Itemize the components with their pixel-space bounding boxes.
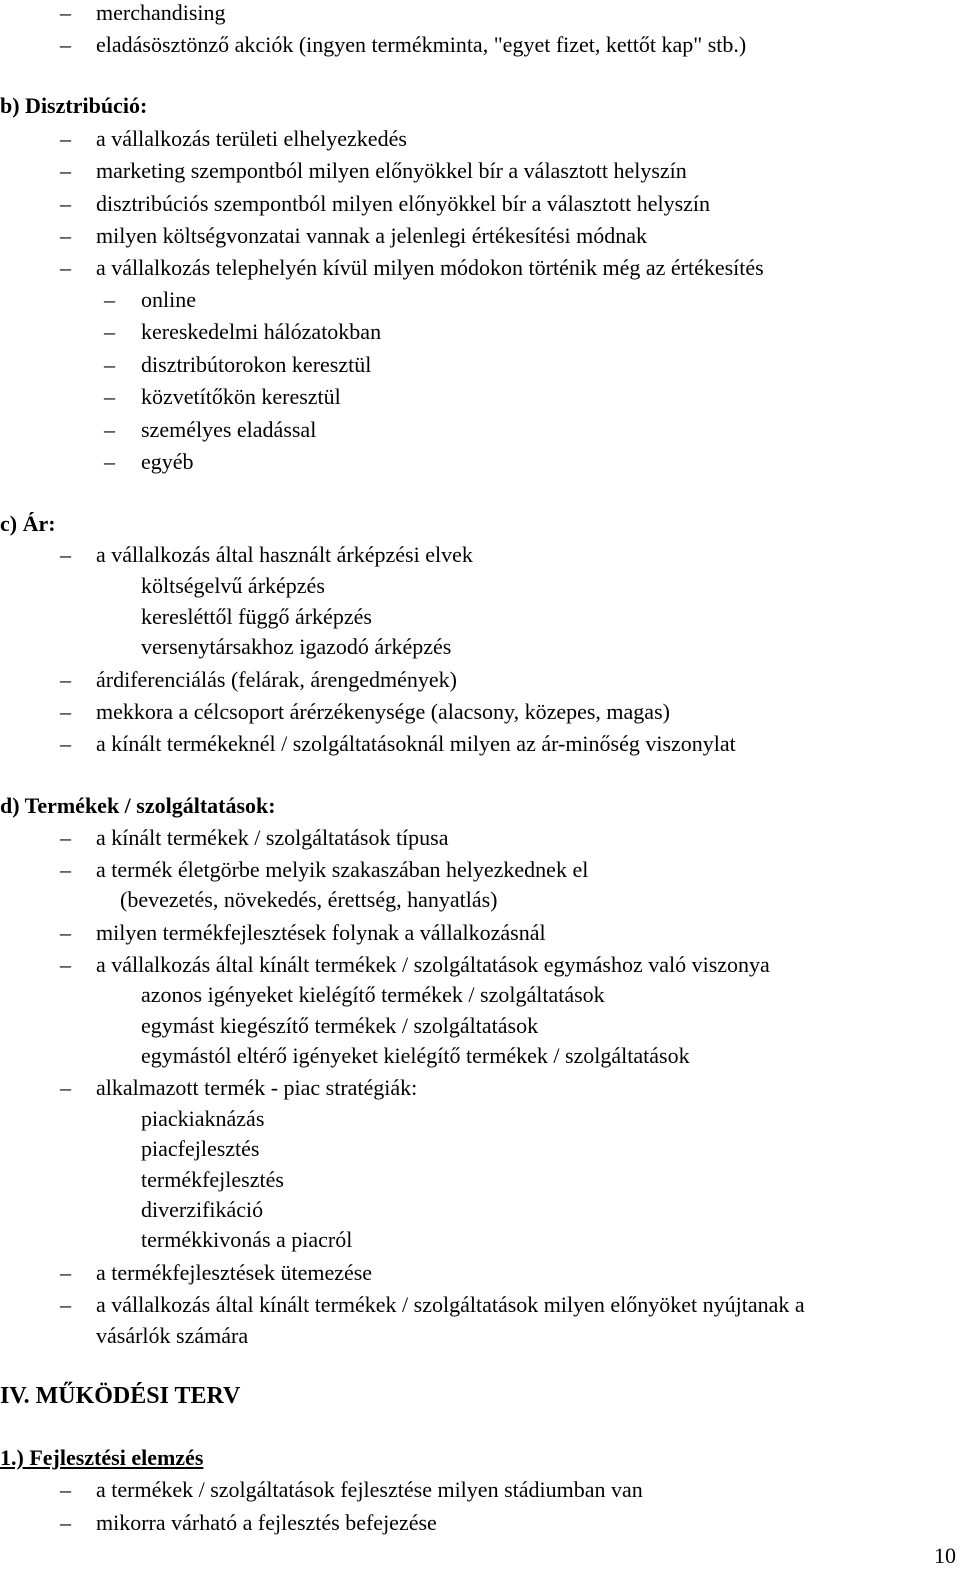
sublist-item: online xyxy=(141,287,196,312)
list-item: milyen költségvonzatai vannak a jelenlegi értékesítési módnak xyxy=(96,223,648,248)
chapter-heading: IV. MŰKÖDÉSI TERV xyxy=(0,1383,241,1409)
list-dash: – xyxy=(60,158,71,183)
list-dash: – xyxy=(60,1260,71,1285)
list-item: a vállalkozás telephelyén kívül milyen módokon történik még az értékesítés xyxy=(96,255,764,280)
sublist-item: piacfejlesztés xyxy=(141,1136,260,1161)
list-item: mekkora a célcsoport árérzékenysége (alacsony, közepes, magas) xyxy=(96,699,670,724)
list-item: árdiferenciálás (felárak, árengedmények) xyxy=(96,667,457,692)
list-item: a vállalkozás által használt árképzési elvek xyxy=(96,542,473,567)
list-item: a termék életgörbe melyik szakaszában helyezkednek el xyxy=(96,857,589,882)
sublist-dash: – xyxy=(104,449,115,474)
list-item: a vállalkozás által kínált termékek / szolgáltatások egymáshoz való viszonya xyxy=(96,952,770,977)
page-number: 10 xyxy=(934,1543,956,1568)
list-item: a vállalkozás területi elhelyezkedés xyxy=(96,126,407,151)
sublist-item: versenytársakhoz igazodó árképzés xyxy=(141,634,452,659)
list-dash: – xyxy=(60,825,71,850)
list-item: eladásösztönző akciók (ingyen termékminta, "egyet fizet, kettőt kap" stb.) xyxy=(96,32,747,57)
sublist-item: diverzifikáció xyxy=(141,1197,264,1222)
list-dash: – xyxy=(60,126,71,151)
sublist-item: keresléttől függő árképzés xyxy=(141,604,372,629)
sublist-dash: – xyxy=(104,352,115,377)
sublist-dash: – xyxy=(104,319,115,344)
sublist-item: egymást kiegészítő termékek / szolgáltatások xyxy=(141,1013,539,1038)
sublist-item: egyéb xyxy=(141,449,194,474)
list-item-continuation: vásárlók számára xyxy=(96,1323,249,1348)
sublist-item: termékfejlesztés xyxy=(141,1167,284,1192)
sublist-item: termékkivonás a piacról xyxy=(141,1227,353,1252)
section-heading-products: d) Termékek / szolgáltatások: xyxy=(0,793,276,818)
sublist-item: egymástól eltérő igényeket kielégítő termékek / szolgáltatások xyxy=(141,1043,690,1068)
list-dash: – xyxy=(60,952,71,977)
sublist-item: költségelvű árképzés xyxy=(141,573,325,598)
list-item: a termékek / szolgáltatások fejlesztése milyen stádiumban van xyxy=(96,1477,643,1502)
sublist-item: piackiaknázás xyxy=(141,1106,265,1131)
sublist-item: közvetítőkön keresztül xyxy=(141,384,341,409)
list-item: mikorra várható a fejlesztés befejezése xyxy=(96,1510,437,1535)
list-dash: – xyxy=(60,1292,71,1317)
list-dash: – xyxy=(60,223,71,248)
sublist-item: kereskedelmi hálózatokban xyxy=(141,319,382,344)
section-heading-distribution: b) Disztribúció: xyxy=(0,93,148,118)
sublist-item: személyes eladással xyxy=(141,417,317,442)
sublist-dash: – xyxy=(104,384,115,409)
list-item: a termékfejlesztések ütemezése xyxy=(96,1260,373,1285)
list-item: disztribúciós szempontból milyen előnyökkel bír a választott helyszín xyxy=(96,191,711,216)
list-item: alkalmazott termék - piac stratégiák: xyxy=(96,1075,418,1100)
list-item: milyen termékfejlesztések folynak a vállalkozásnál xyxy=(96,920,546,945)
list-dash: – xyxy=(60,0,71,25)
list-dash: – xyxy=(60,699,71,724)
subsection-heading: 1.) Fejlesztési elemzés xyxy=(0,1445,204,1470)
list-dash: – xyxy=(60,857,71,882)
sublist-item: disztribútorokon keresztül xyxy=(141,352,372,377)
list-item: a kínált termékek / szolgáltatások típusa xyxy=(96,825,449,850)
list-dash: – xyxy=(60,32,71,57)
list-dash: – xyxy=(60,731,71,756)
list-item: a kínált termékeknél / szolgáltatásoknál milyen az ár-minőség viszonylat xyxy=(96,731,736,756)
list-dash: – xyxy=(60,920,71,945)
section-heading-price: c) Ár: xyxy=(0,511,56,536)
list-item: marketing szempontból milyen előnyökkel bír a választott helyszín xyxy=(96,158,687,183)
sublist-dash: – xyxy=(104,287,115,312)
list-dash: – xyxy=(60,1510,71,1535)
list-dash: – xyxy=(60,191,71,216)
list-item-continuation: (bevezetés, növekedés, érettség, hanyatlás) xyxy=(120,887,498,912)
list-dash: – xyxy=(60,667,71,692)
list-dash: – xyxy=(60,255,71,280)
list-dash: – xyxy=(60,1075,71,1100)
list-item: merchandising xyxy=(96,0,226,25)
sublist-item: azonos igényeket kielégítő termékek / szolgáltatások xyxy=(141,982,605,1007)
sublist-dash: – xyxy=(104,417,115,442)
list-item: a vállalkozás által kínált termékek / szolgáltatások milyen előnyöket nyújtanak a xyxy=(96,1292,805,1317)
list-dash: – xyxy=(60,542,71,567)
list-dash: – xyxy=(60,1477,71,1502)
